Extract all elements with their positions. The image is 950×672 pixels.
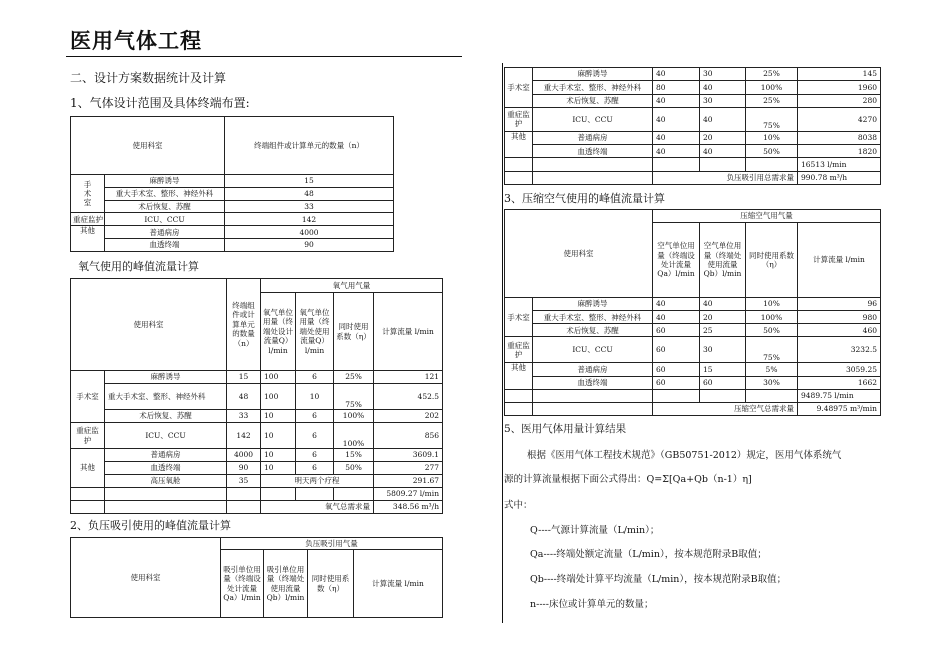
table-cell: 33 (227, 410, 261, 423)
vacuum-table-header (70, 537, 443, 618)
table-cell: 40 (653, 94, 700, 107)
table-cell: 40 (653, 311, 700, 324)
dept-header: 使用科室 (71, 538, 221, 618)
vacuum-total-value: 990.78 m³/h (798, 171, 881, 184)
op-room-label: 手术室 (505, 68, 533, 108)
definition-qa: Qa----终端处额定流量（L/min），按本规范附录B取值； (530, 549, 767, 560)
table-cell: 20 (700, 311, 746, 324)
icu-label: 重症监护 (71, 423, 105, 449)
table-cell: 121 (374, 371, 443, 384)
table-row-label: 术后恢复、苏醒 (105, 200, 225, 213)
table-cell: 980 (798, 311, 881, 324)
op-room-label: 手 术 室 (71, 175, 105, 213)
vacuum-qb-header: 吸引单位用量（终端处使用流量Qb）l/min (264, 550, 308, 618)
table-cell: 1662 (798, 376, 881, 389)
table-cell: 40 (700, 298, 746, 311)
table-cell: 40 (653, 107, 700, 131)
table-cell: 25% (746, 94, 798, 107)
table-row-label: 普通病房 (105, 449, 227, 462)
air-total-value: 9.48975 m³/min (798, 402, 881, 415)
oxygen-table (70, 278, 443, 514)
table-cell: 80 (653, 81, 700, 94)
concurrency-header: 同时使用系数（η） (746, 223, 798, 298)
icu-label: 重症监护 (505, 337, 533, 363)
table-cell: 20 (700, 131, 746, 144)
table-cell: 40 (653, 298, 700, 311)
table-cell: 30 (700, 337, 746, 363)
table-row-label: 术后恢复、苏醒 (533, 324, 653, 337)
table-cell: 277 (374, 462, 443, 475)
vacuum-heading: 2、负压吸引使用的峰值流量计算 (70, 519, 231, 532)
other-label: 其他 (505, 363, 533, 389)
air-sum: 9489.75 l/min (798, 389, 881, 402)
op-room-label: 手术室 (505, 298, 533, 337)
table-cell: 10% (746, 131, 798, 144)
section-2-1-heading: 1、气体设计范围及具体终端布置: (70, 96, 250, 110)
table-cell: 142 (227, 423, 261, 449)
table-cell: 50% (334, 462, 374, 475)
table-row-label: 血透终端 (533, 376, 653, 389)
calc-flow-header: 计算流量 l/min (798, 223, 881, 298)
table-row-label: 麻醉诱导 (533, 68, 653, 81)
table-cell: 291.67 (374, 475, 443, 488)
formula-paragraph-line2: 源的计算流量根据下面公式得出：Q=Σ[Qa+Qb（n-1）η] (504, 474, 752, 485)
table-row-label: ICU、CCU (533, 337, 653, 363)
table-cell: 30 (700, 68, 746, 81)
table-cell: 4000 (227, 449, 261, 462)
table-row-label: 普通病房 (533, 131, 653, 144)
table-row-label: 血透终端 (533, 145, 653, 158)
table-cell: 6 (296, 371, 334, 384)
air-qb-header: 空气单位用量（终端处使用流量Qb）l/min (700, 223, 746, 298)
table-row-label: 麻醉诱导 (105, 371, 227, 384)
table-row-label: ICU、CCU (105, 423, 227, 449)
other-label: 其他 (71, 449, 105, 488)
table-cell: 48 (227, 384, 261, 410)
table-cell: 40 (653, 68, 700, 81)
table-row-label: 普通病房 (105, 226, 225, 239)
table-cell: 100% (334, 410, 374, 423)
oxygen-sum: 5809.27 l/min (374, 488, 443, 501)
concurrency-header: 同时使用系数（η） (308, 550, 354, 618)
table-row-label: 重大手术室、整形、神经外科 (105, 187, 225, 200)
table-cell: 4270 (798, 107, 881, 131)
column-divider (502, 63, 503, 623)
other-label: 其他 (71, 226, 105, 252)
op-room-label: 手术室 (71, 371, 105, 423)
table-cell: 10 (261, 423, 296, 449)
air-qa-header: 空气单位用量（终端设处计流量Qa）l/min (653, 223, 700, 298)
formula-paragraph-line1: 根据《医用气体工程技术规范》（GB50751-2012）规定，医用气体系统气 (527, 450, 842, 461)
table-cell: 50% (746, 324, 798, 337)
dept-header: 使用科室 (71, 117, 225, 175)
icu-label: 重症监护 (505, 107, 533, 131)
table-row-label: 麻醉诱导 (533, 298, 653, 311)
table-cell: 25% (746, 68, 798, 81)
table-cell: 6 (296, 423, 334, 449)
table-cell: 1820 (798, 145, 881, 158)
table-cell: 60 (653, 363, 700, 376)
table-row-label: 血透终端 (105, 239, 225, 252)
table-cell: 40 (700, 81, 746, 94)
table-cell: 6 (296, 410, 334, 423)
vacuum-table-body (504, 67, 881, 185)
calc-flow-header: 计算流量 l/min (354, 550, 443, 618)
table-cell: 10 (261, 449, 296, 462)
terminal-count-header: 终端组件或计算单元的数量（n） (225, 117, 394, 175)
definition-q: Q----气源计算流量（L/min）； (530, 525, 660, 536)
table-cell: 48 (225, 187, 394, 200)
table-cell: 3609.1 (374, 449, 443, 462)
table-cell: 60 (653, 324, 700, 337)
table-cell: 15 (227, 371, 261, 384)
table-row-label: 术后恢复、苏醒 (105, 410, 227, 423)
oxygen-qa-header: 氧气单位用量（终端处设计流量Q）l/min (261, 293, 296, 371)
dept-header: 使用科室 (71, 279, 227, 371)
table-cell: 96 (798, 298, 881, 311)
oxygen-group-header: 氧气用气量 (261, 279, 443, 293)
table-cell: 5% (746, 363, 798, 376)
table-cell: 25 (700, 324, 746, 337)
table-row-label: 重大手术室、整形、神经外科 (533, 81, 653, 94)
vacuum-qa-header: 吸引单位用量（终端设处计流量Qa）l/min (221, 550, 264, 618)
table-row-label: 重大手术室、整形、神经外科 (533, 311, 653, 324)
table-row-label: 血透终端 (105, 462, 227, 475)
table-row-label: ICU、CCU (105, 213, 225, 226)
oxygen-qb-header: 氧气单位用量（终端处使用流量Q）l/min (296, 293, 334, 371)
table-cell: 8038 (798, 131, 881, 144)
table-cell: 15% (334, 449, 374, 462)
oxygen-total-label: 氧气总需求量 (261, 501, 374, 514)
terminal-layout-table (70, 116, 394, 252)
table-cell: 6 (296, 449, 334, 462)
table-row-label: 重大手术室、整形、神经外科 (105, 384, 227, 410)
table-cell: 452.5 (374, 384, 443, 410)
table-cell: 100 (261, 371, 296, 384)
table-cell: 1960 (798, 81, 881, 94)
title-divider (66, 56, 462, 57)
table-row-label: 高压氧舱 (105, 475, 227, 488)
table-cell: 6 (296, 462, 334, 475)
table-row-label: 普通病房 (533, 363, 653, 376)
table-cell: 145 (798, 68, 881, 81)
dept-header: 使用科室 (505, 210, 653, 298)
hyperbaric-note: 明天两个疗程 (261, 475, 374, 488)
table-row-label: 麻醉诱导 (105, 175, 225, 188)
table-cell: 15 (225, 175, 394, 188)
table-cell: 90 (227, 462, 261, 475)
section-2-heading: 二、设计方案数据统计及计算 (70, 71, 227, 85)
table-cell: 100 (261, 384, 296, 410)
table-cell: 100% (746, 311, 798, 324)
table-cell: 40 (653, 145, 700, 158)
table-cell: 25% (334, 371, 374, 384)
vacuum-sum: 16513 l/min (798, 158, 881, 171)
calc-flow-header: 计算流量 l/min (374, 293, 443, 371)
definition-qb: Qb----终端处计算平均流量（L/min），按本规范附录B取值； (530, 574, 787, 585)
table-cell: 100% (746, 81, 798, 94)
table-cell: 60 (700, 376, 746, 389)
terminal-count-header: 终端组件或计算单元的数量（n） (227, 279, 261, 371)
table-cell: 10 (261, 410, 296, 423)
table-cell: 30% (746, 376, 798, 389)
vacuum-group-header: 负压吸引用气量 (221, 538, 443, 550)
other-label: 其他 (505, 131, 533, 158)
page-title: 医用气体工程 (70, 29, 202, 53)
section-5-heading: 5、医用气体用量计算结果 (504, 423, 627, 435)
table-cell: 202 (374, 410, 443, 423)
table-cell: 30 (700, 94, 746, 107)
air-total-label: 压缩空气总需求量 (653, 402, 798, 415)
formula-where: 式中： (504, 500, 533, 511)
table-cell: 100% (334, 423, 374, 449)
table-cell: 15 (700, 363, 746, 376)
table-cell: 10% (746, 298, 798, 311)
table-cell: 10 (296, 384, 334, 410)
table-cell: 3232.5 (798, 337, 881, 363)
table-cell: 60 (653, 376, 700, 389)
table-cell: 142 (225, 213, 394, 226)
table-cell: 35 (227, 475, 261, 488)
table-cell: 10 (261, 462, 296, 475)
table-row-label: 术后恢复、苏醒 (533, 94, 653, 107)
table-cell: 40 (700, 145, 746, 158)
air-heading: 3、压缩空气使用的峰值流量计算 (504, 192, 665, 205)
table-cell: 460 (798, 324, 881, 337)
concurrency-header: 同时使用系数（η） (334, 293, 374, 371)
definition-n: n----床位或计算单元的数量； (530, 599, 654, 610)
table-cell: 3059.25 (798, 363, 881, 376)
oxygen-total-value: 348.56 m³/h (374, 501, 443, 514)
table-cell: 50% (746, 145, 798, 158)
table-cell: 856 (374, 423, 443, 449)
table-cell: 40 (653, 131, 700, 144)
icu-label: 重症监护 (71, 213, 105, 226)
table-cell: 75% (334, 384, 374, 410)
table-cell: 40 (700, 107, 746, 131)
oxygen-heading: 氧气使用的峰值流量计算 (78, 260, 199, 273)
vacuum-total-label: 负压吸引用总需求量 (653, 171, 798, 184)
table-cell: 33 (225, 200, 394, 213)
table-cell: 75% (746, 337, 798, 363)
table-cell: 60 (653, 337, 700, 363)
table-cell: 4000 (225, 226, 394, 239)
table-cell: 75% (746, 107, 798, 131)
compressed-air-table (504, 209, 881, 416)
air-group-header: 压缩空气用气量 (653, 210, 881, 223)
table-row-label: ICU、CCU (533, 107, 653, 131)
table-cell: 90 (225, 239, 394, 252)
table-cell: 280 (798, 94, 881, 107)
